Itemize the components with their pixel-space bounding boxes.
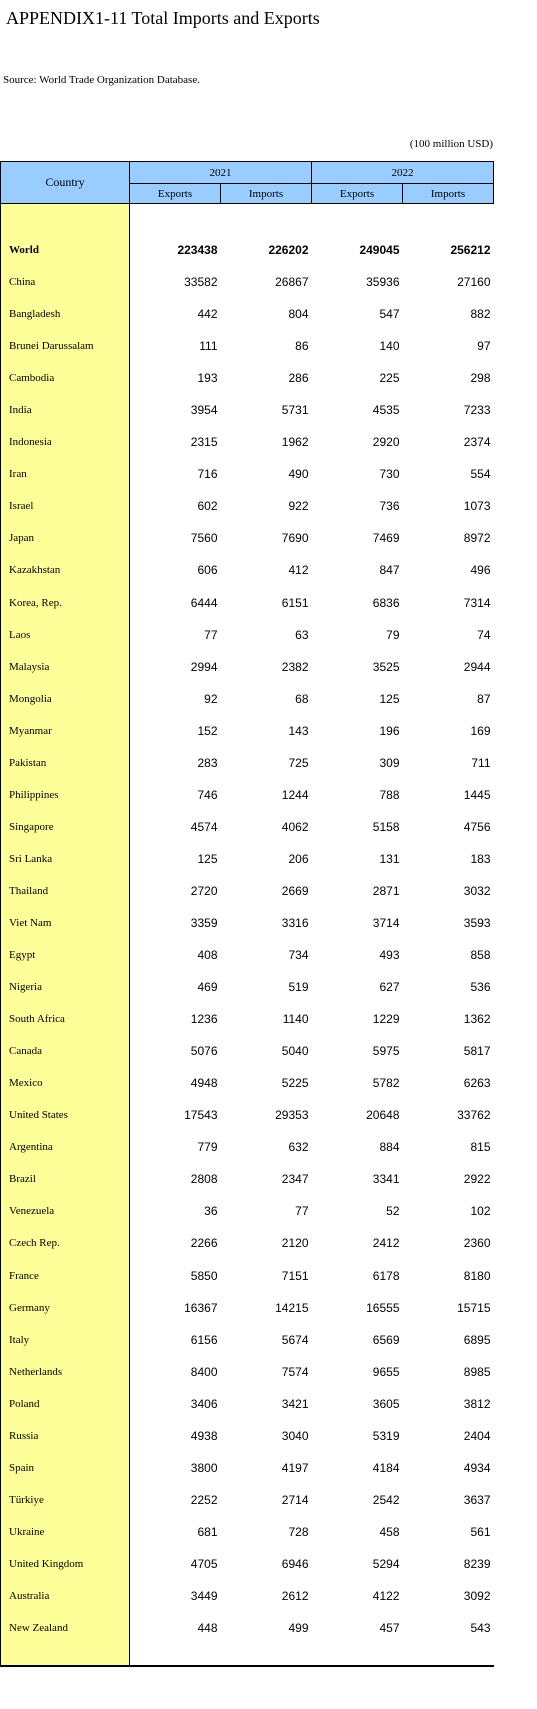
value-cell: 2612 (281, 1588, 309, 1603)
value-cell: 14215 (275, 1300, 309, 1315)
value-cell: 5850 (190, 1268, 218, 1283)
value-cell: 4934 (463, 1460, 491, 1475)
country-cell: South Africa (1, 1003, 130, 1035)
value-cell: 7233 (463, 403, 491, 418)
value-cell: 16367 (184, 1300, 218, 1315)
country-cell: Iran (1, 458, 130, 490)
unit-note: (100 million USD) (409, 138, 493, 150)
value-cell: 152 (197, 723, 218, 738)
value-cell: 6263 (463, 1076, 491, 1091)
header-imports-2021: Imports (221, 184, 312, 204)
value-cell: 2120 (281, 1236, 309, 1251)
value-cell: 102 (470, 1204, 491, 1219)
value-cell: 3032 (463, 883, 491, 898)
header-exports-2022: Exports (312, 184, 403, 204)
table-row (1, 1484, 494, 1516)
value-cell: 7469 (372, 531, 400, 546)
value-cell: 125 (379, 691, 400, 706)
value-cell: 519 (288, 980, 309, 995)
value-cell: 2382 (281, 659, 309, 674)
country-cell: Ukraine (1, 1516, 130, 1548)
value-cell: 1244 (281, 787, 309, 802)
value-cell: 3800 (190, 1460, 218, 1475)
value-cell: 5817 (463, 1044, 491, 1059)
header-imports-2022: Imports (403, 184, 494, 204)
page-title: APPENDIX1-11 Total Imports and Exports (6, 8, 320, 28)
value-cell: 2714 (281, 1492, 309, 1507)
table-row (1, 1227, 494, 1259)
table-row (1, 843, 494, 875)
country-cell: Czech Rep. (1, 1227, 130, 1259)
table-row (1, 490, 494, 522)
value-cell: 3812 (463, 1396, 491, 1411)
value-cell: 33582 (184, 275, 218, 290)
value-cell: 20648 (366, 1108, 400, 1123)
country-cell: Pakistan (1, 747, 130, 779)
table-row (1, 426, 494, 458)
value-cell: 8972 (463, 531, 491, 546)
value-cell: 8239 (463, 1556, 491, 1571)
value-cell: 725 (288, 755, 309, 770)
table-row (1, 651, 494, 683)
country-cell: Egypt (1, 939, 130, 971)
value-cell: 4705 (190, 1556, 218, 1571)
value-cell: 561 (470, 1524, 491, 1539)
country-cell: United Kingdom (1, 1548, 130, 1580)
country-cell: Brazil (1, 1163, 130, 1195)
value-cell: 15715 (457, 1300, 491, 1315)
table-row (1, 1195, 494, 1227)
value-cell: 3341 (372, 1172, 400, 1187)
value-cell: 309 (379, 755, 400, 770)
value-cell: 196 (379, 723, 400, 738)
value-cell: 8985 (463, 1364, 491, 1379)
country-cell: Russia (1, 1420, 130, 1452)
country-cell: Sri Lanka (1, 843, 130, 875)
value-cell: 5294 (372, 1556, 400, 1571)
value-cell: 4938 (190, 1428, 218, 1443)
table-row (1, 362, 494, 394)
value-cell: 2920 (372, 435, 400, 450)
table-row (1, 971, 494, 1003)
value-cell: 169 (470, 723, 491, 738)
value-cell: 4948 (190, 1076, 218, 1091)
value-cell: 627 (379, 980, 400, 995)
value-cell: 6151 (281, 595, 309, 610)
value-cell: 602 (197, 499, 218, 514)
value-cell: 3637 (463, 1492, 491, 1507)
value-cell: 140 (379, 339, 400, 354)
table-row (1, 1099, 494, 1131)
value-cell: 408 (197, 948, 218, 963)
value-cell: 3040 (281, 1428, 309, 1443)
value-cell: 283 (197, 755, 218, 770)
value-cell: 499 (288, 1621, 309, 1636)
value-cell: 7574 (281, 1364, 309, 1379)
value-cell: 16555 (366, 1300, 400, 1315)
value-cell: 29353 (275, 1108, 309, 1123)
table-row (1, 1388, 494, 1420)
value-cell: 3714 (372, 916, 400, 930)
table-row (1, 939, 494, 971)
value-cell: 4122 (372, 1588, 400, 1603)
table-row (1, 298, 494, 330)
table-row (1, 1356, 494, 1388)
value-cell: 1962 (281, 435, 309, 450)
value-cell: 35936 (366, 275, 400, 290)
country-cell: Australia (1, 1580, 130, 1612)
value-cell: 7690 (281, 531, 309, 546)
value-cell: 882 (470, 307, 491, 322)
header-year-2022: 2022 (312, 162, 494, 184)
value-cell: 815 (470, 1140, 491, 1155)
value-cell: 2669 (281, 883, 309, 898)
value-cell: 5319 (372, 1428, 400, 1443)
value-cell: 26867 (275, 275, 309, 290)
country-cell: United States (1, 1099, 130, 1131)
value-cell: 804 (288, 307, 309, 322)
spacer-row (1, 204, 494, 235)
value-cell: 4756 (463, 819, 491, 834)
table-row (1, 1163, 494, 1195)
value-cell: 5158 (372, 819, 400, 834)
value-cell: 442 (197, 307, 218, 322)
value-cell: 2266 (190, 1236, 218, 1251)
value-cell: 2808 (190, 1172, 218, 1187)
value-cell: 728 (288, 1524, 309, 1539)
value-cell: 2374 (463, 435, 491, 450)
table-row (1, 1548, 494, 1580)
table-row (1, 1003, 494, 1035)
value-cell: 286 (288, 371, 309, 386)
table-row (1, 747, 494, 779)
value-cell: 68 (295, 691, 309, 706)
value-cell: 5040 (281, 1044, 309, 1059)
value-cell: 6178 (372, 1268, 400, 1283)
country-cell: Türkiye (1, 1484, 130, 1516)
country-cell: Malaysia (1, 651, 130, 683)
table-row (1, 234, 494, 266)
value-cell: 3605 (372, 1396, 400, 1411)
table-row (1, 1516, 494, 1548)
value-cell: 788 (379, 787, 400, 802)
country-cell: Poland (1, 1388, 130, 1420)
value-cell: 536 (470, 980, 491, 995)
value-cell: 92 (204, 691, 218, 706)
country-cell: Korea, Rep. (1, 587, 130, 619)
table-row (1, 1067, 494, 1099)
value-cell: 1362 (463, 1012, 491, 1027)
source-note: Source: World Trade Organization Database. (3, 74, 200, 86)
value-cell: 7151 (281, 1268, 309, 1283)
value-cell: 5225 (281, 1076, 309, 1091)
value-cell: 734 (288, 948, 309, 963)
country-cell: Germany (1, 1292, 130, 1324)
value-cell: 2542 (372, 1492, 400, 1507)
table-row (1, 715, 494, 747)
table-row (1, 1324, 494, 1356)
value-cell: 256212 (450, 243, 491, 258)
value-cell: 711 (471, 755, 491, 770)
value-cell: 86 (295, 339, 309, 354)
table-row (1, 330, 494, 362)
country-cell: Nigeria (1, 971, 130, 1003)
value-cell: 3449 (190, 1588, 218, 1603)
country-cell: Myanmar (1, 715, 130, 747)
value-cell: 2944 (463, 659, 491, 674)
value-cell: 1073 (463, 499, 491, 514)
table-row (1, 907, 494, 939)
value-cell: 3525 (372, 659, 400, 674)
table-row (1, 587, 494, 619)
country-cell: Japan (1, 522, 130, 554)
value-cell: 8400 (190, 1364, 218, 1379)
country-cell: Netherlands (1, 1356, 130, 1388)
value-cell: 131 (379, 851, 400, 866)
table-row (1, 394, 494, 426)
value-cell: 543 (470, 1621, 491, 1636)
value-cell: 3316 (281, 916, 309, 930)
value-cell: 884 (379, 1140, 400, 1155)
value-cell: 3359 (190, 916, 218, 930)
table-row (1, 1035, 494, 1067)
value-cell: 226202 (268, 243, 309, 258)
country-cell: World (1, 234, 130, 266)
table-row (1, 266, 494, 298)
table-row (1, 522, 494, 554)
value-cell: 143 (288, 723, 309, 738)
value-cell: 2315 (190, 435, 218, 450)
value-cell: 4197 (281, 1460, 309, 1475)
value-cell: 2404 (463, 1428, 491, 1443)
value-cell: 77 (204, 627, 218, 642)
table-row (1, 1292, 494, 1324)
table-row (1, 554, 494, 586)
value-cell: 7560 (190, 531, 218, 546)
country-cell: Laos (1, 619, 130, 651)
value-cell: 206 (288, 851, 309, 866)
country-cell: Israel (1, 490, 130, 522)
table-row (1, 1131, 494, 1163)
value-cell: 469 (197, 980, 218, 995)
value-cell: 2347 (281, 1172, 309, 1187)
value-cell: 3406 (190, 1396, 218, 1411)
table-row (1, 1452, 494, 1484)
header-exports-2021: Exports (130, 184, 221, 204)
value-cell: 225 (379, 371, 400, 386)
country-cell: Viet Nam (1, 907, 130, 939)
value-cell: 17543 (184, 1108, 218, 1123)
table-row (1, 811, 494, 843)
value-cell: 2994 (190, 659, 218, 674)
value-cell: 632 (288, 1140, 309, 1155)
country-cell: Argentina (1, 1131, 130, 1163)
value-cell: 4184 (372, 1460, 400, 1475)
table-row (1, 1580, 494, 1612)
country-cell: Thailand (1, 875, 130, 907)
value-cell: 6836 (372, 595, 400, 610)
table-row (1, 458, 494, 490)
value-cell: 6895 (463, 1332, 491, 1347)
country-cell: Philippines (1, 779, 130, 811)
value-cell: 193 (197, 371, 218, 386)
value-cell: 716 (197, 467, 218, 482)
value-cell: 858 (470, 948, 491, 963)
value-cell: 2252 (190, 1492, 218, 1507)
value-cell: 448 (197, 1621, 218, 1636)
table-body (1, 204, 494, 1667)
value-cell: 730 (379, 467, 400, 482)
value-cell: 7314 (463, 595, 491, 610)
value-cell: 298 (470, 371, 491, 386)
value-cell: 6444 (190, 595, 218, 610)
table-row (1, 875, 494, 907)
value-cell: 36 (204, 1204, 218, 1219)
spacer-row (1, 1644, 494, 1666)
value-cell: 5782 (372, 1076, 400, 1091)
value-cell: 490 (288, 467, 309, 482)
header-country: Country (1, 162, 130, 204)
value-cell: 3593 (463, 916, 491, 930)
value-cell: 2412 (372, 1236, 400, 1251)
value-cell: 74 (477, 627, 491, 642)
value-cell: 2360 (463, 1236, 491, 1251)
value-cell: 458 (379, 1524, 400, 1539)
value-cell: 111 (199, 339, 218, 354)
country-cell: Singapore (1, 811, 130, 843)
value-cell: 5076 (190, 1044, 218, 1059)
country-cell: Mongolia (1, 683, 130, 715)
country-cell: Canada (1, 1035, 130, 1067)
value-cell: 4574 (190, 819, 218, 834)
value-cell: 33762 (457, 1108, 491, 1123)
value-cell: 4062 (281, 819, 309, 834)
value-cell: 249045 (359, 243, 400, 258)
country-cell: Spain (1, 1452, 130, 1484)
value-cell: 6569 (372, 1332, 400, 1347)
value-cell: 2922 (463, 1172, 491, 1187)
country-cell: China (1, 266, 130, 298)
value-cell: 223438 (177, 243, 218, 258)
value-cell: 3954 (190, 403, 218, 418)
table-row (1, 1260, 494, 1292)
value-cell: 1236 (190, 1012, 218, 1027)
value-cell: 412 (288, 563, 309, 578)
value-cell: 922 (288, 499, 309, 514)
value-cell: 5731 (281, 403, 309, 418)
country-cell: Indonesia (1, 426, 130, 458)
country-cell: India (1, 394, 130, 426)
country-cell: Mexico (1, 1067, 130, 1099)
value-cell: 4535 (372, 403, 400, 418)
value-cell: 779 (197, 1140, 218, 1155)
value-cell: 746 (197, 787, 218, 802)
value-cell: 79 (386, 627, 400, 642)
value-cell: 681 (197, 1524, 218, 1539)
value-cell: 27160 (457, 275, 491, 290)
value-cell: 457 (379, 1621, 400, 1636)
table-row (1, 619, 494, 651)
value-cell: 52 (386, 1204, 400, 1219)
value-cell: 493 (379, 948, 400, 963)
value-cell: 8180 (463, 1268, 491, 1283)
value-cell: 63 (295, 627, 309, 642)
table-row (1, 779, 494, 811)
value-cell: 5674 (281, 1332, 309, 1347)
country-cell: Bangladesh (1, 298, 130, 330)
value-cell: 606 (197, 563, 218, 578)
table-row (1, 1420, 494, 1452)
value-cell: 736 (379, 499, 400, 514)
country-cell: Italy (1, 1324, 130, 1356)
value-cell: 496 (470, 563, 491, 578)
trade-table (0, 161, 494, 1667)
table-row (1, 683, 494, 715)
country-cell: Kazakhstan (1, 554, 130, 586)
value-cell: 2871 (372, 883, 400, 898)
value-cell: 2720 (190, 883, 218, 898)
value-cell: 3092 (463, 1588, 491, 1603)
value-cell: 5975 (372, 1044, 400, 1059)
value-cell: 547 (379, 307, 400, 322)
table-row (1, 1612, 494, 1644)
value-cell: 183 (470, 851, 491, 866)
country-cell: Brunei Darussalam (1, 330, 130, 362)
value-cell: 125 (197, 851, 218, 866)
value-cell: 847 (379, 563, 400, 578)
value-cell: 1445 (463, 787, 491, 802)
value-cell: 77 (295, 1204, 309, 1219)
value-cell: 6156 (190, 1332, 218, 1347)
value-cell: 1140 (282, 1012, 309, 1027)
country-cell: Venezuela (1, 1195, 130, 1227)
country-cell: Cambodia (1, 362, 130, 394)
value-cell: 554 (470, 467, 491, 482)
country-cell: New Zealand (1, 1612, 130, 1644)
value-cell: 3421 (281, 1396, 309, 1411)
value-cell: 6946 (281, 1556, 309, 1571)
value-cell: 1229 (372, 1012, 400, 1027)
value-cell: 9655 (372, 1364, 400, 1379)
header-year-2021: 2021 (130, 162, 312, 184)
value-cell: 97 (477, 339, 491, 354)
value-cell: 87 (477, 691, 491, 706)
country-cell: France (1, 1260, 130, 1292)
